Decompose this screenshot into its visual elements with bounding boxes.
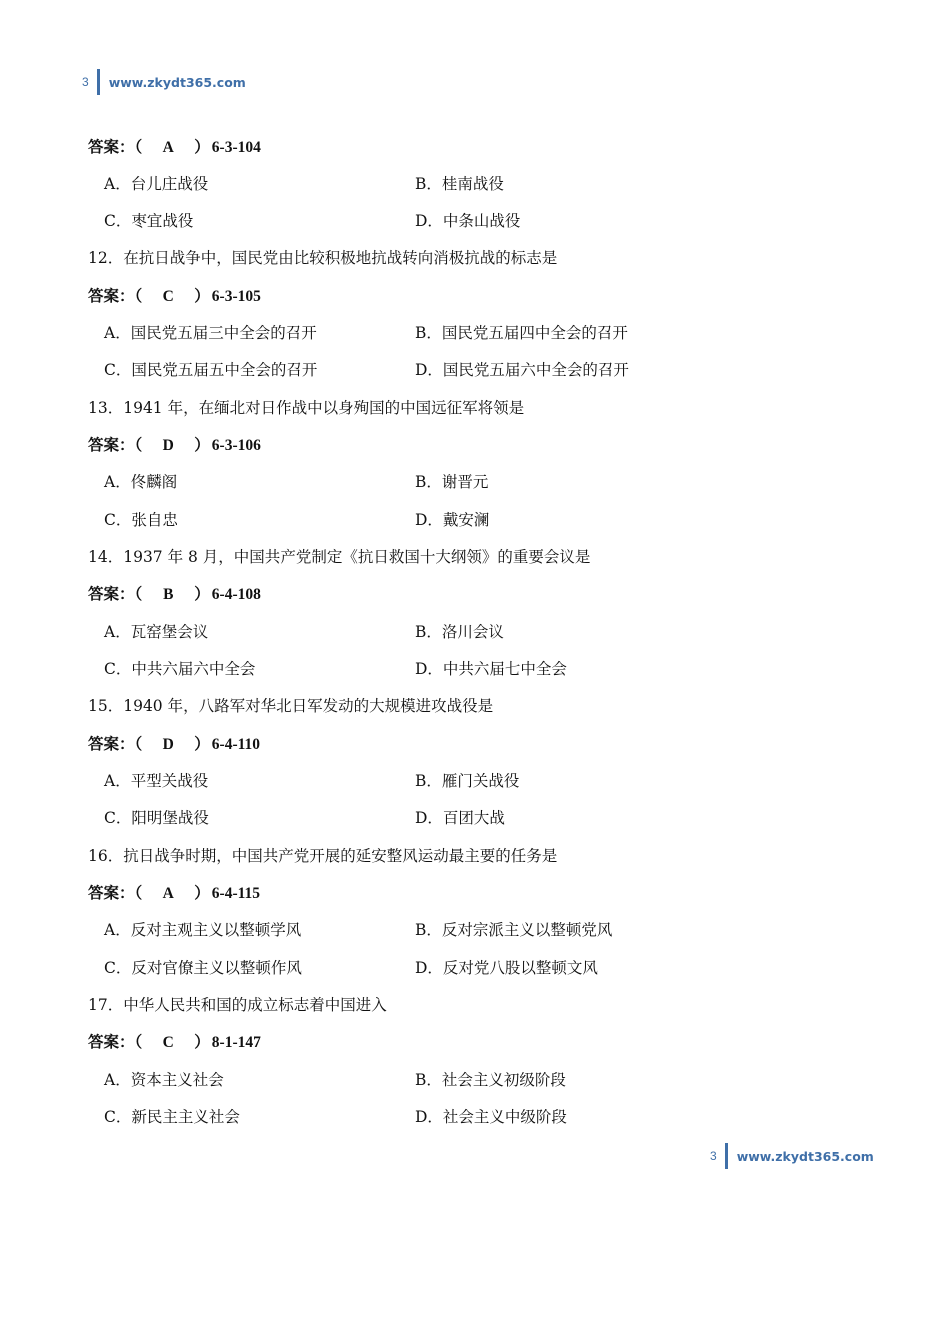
option-a: A．台儿庄战役 <box>104 175 209 193</box>
answer-open-paren: （ <box>134 288 143 305</box>
answer-code: 6-3-104 <box>211 139 261 156</box>
answer-open-paren: （ <box>134 1034 143 1051</box>
header-url: www.zkydt365.com <box>108 74 246 90</box>
answer-letter: A <box>162 139 174 156</box>
option-c: C．阳明堡战役 <box>104 809 209 827</box>
footer-divider <box>725 1143 728 1169</box>
option-a: A．资本主义社会 <box>104 1071 224 1089</box>
option-d: D．社会主义中级阶段 <box>415 1108 567 1126</box>
answer-line <box>88 284 261 308</box>
header-page-number: 3 <box>82 75 89 89</box>
answer-line <box>88 732 260 756</box>
answer-letter: D <box>162 437 174 454</box>
answer-open-paren: （ <box>134 885 143 902</box>
option-d: D．百团大战 <box>415 809 505 827</box>
answer-label: 答案： <box>88 735 135 753</box>
answer-code: 6-4-110 <box>211 736 261 753</box>
answer-line <box>88 433 261 457</box>
answer-line <box>88 1030 261 1054</box>
option-c: C．国民党五届五中全会的召开 <box>104 361 318 379</box>
answer-open-paren: （ <box>134 139 143 156</box>
answer-label: 答案： <box>88 1033 135 1051</box>
answer-label: 答案： <box>88 138 135 156</box>
page-footer <box>710 1142 874 1170</box>
answer-letter: B <box>163 586 174 603</box>
answer-open-paren: （ <box>134 437 143 454</box>
answer-label: 答案： <box>88 287 135 305</box>
question-text: 14．1937 年 8 月，中国共产党制定《抗日救国十大纲领》的重要会议是 <box>88 548 591 566</box>
option-d: D．反对党八股以整顿文风 <box>415 959 598 977</box>
option-c: C．中共六届六中全会 <box>104 660 256 678</box>
option-b: B．雁门关战役 <box>415 772 520 790</box>
answer-close-paren: ） <box>194 586 210 603</box>
answer-label: 答案： <box>88 436 135 454</box>
option-d: D．国民党五届六中全会的召开 <box>415 361 629 379</box>
question-text: 16．抗日战争时期，中国共产党开展的延安整风运动最主要的任务是 <box>88 847 558 865</box>
answer-close-paren: ） <box>194 1034 210 1051</box>
footer-url: www.zkydt365.com <box>736 1148 874 1164</box>
question-text: 12．在抗日战争中，国民党由比较积极地抗战转向消极抗战的标志是 <box>88 249 558 267</box>
option-c: C．新民主主义社会 <box>104 1108 240 1126</box>
option-a: A．国民党五届三中全会的召开 <box>104 324 317 342</box>
answer-close-paren: ） <box>194 437 210 454</box>
answer-code: 6-4-115 <box>211 885 261 902</box>
answer-code: 6-3-105 <box>211 288 261 305</box>
option-a: A．平型关战役 <box>104 772 209 790</box>
answer-close-paren: ） <box>194 288 210 305</box>
option-b: B．社会主义初级阶段 <box>415 1071 566 1089</box>
answer-code: 8-1-147 <box>211 1034 261 1051</box>
answer-code: 6-3-106 <box>211 437 261 454</box>
answer-close-paren: ） <box>194 736 210 753</box>
answer-line <box>88 582 261 606</box>
answer-close-paren: ） <box>194 885 210 902</box>
answer-letter: D <box>162 736 174 753</box>
option-b: B．谢晋元 <box>415 473 489 491</box>
footer-page-number: 3 <box>710 1149 717 1163</box>
answer-line <box>88 135 261 159</box>
option-c: C．反对官僚主义以整顿作风 <box>104 959 302 977</box>
option-b: B．反对宗派主义以整顿党风 <box>415 921 613 939</box>
answer-letter: C <box>162 1034 174 1051</box>
option-c: C．张自忠 <box>104 511 178 529</box>
answer-open-paren: （ <box>134 586 143 603</box>
option-d: D．中条山战役 <box>415 212 521 230</box>
question-text: 13．1941 年，在缅北对日作战中以身殉国的中国远征军将领是 <box>88 399 525 417</box>
answer-code: 6-4-108 <box>211 586 261 603</box>
question-text: 15．1940 年，八路军对华北日军发动的大规模进攻战役是 <box>88 697 494 715</box>
answer-close-paren: ） <box>194 139 210 156</box>
option-b: B．桂南战役 <box>415 175 504 193</box>
answer-label: 答案： <box>88 884 135 902</box>
option-d: D．中共六届七中全会 <box>415 660 567 678</box>
answer-line <box>88 881 260 905</box>
answer-letter: A <box>162 885 174 902</box>
option-a: A．瓦窑堡会议 <box>104 623 209 641</box>
option-a: A．佟麟阁 <box>104 473 178 491</box>
option-a: A．反对主观主义以整顿学风 <box>104 921 302 939</box>
answer-letter: C <box>162 288 174 305</box>
option-b: B．国民党五届四中全会的召开 <box>415 324 628 342</box>
option-b: B．洛川会议 <box>415 623 504 641</box>
answer-open-paren: （ <box>134 736 143 753</box>
header-divider <box>97 69 100 95</box>
option-d: D．戴安澜 <box>415 511 490 529</box>
answer-label: 答案： <box>88 585 135 603</box>
option-c: C．枣宜战役 <box>104 212 194 230</box>
page-header <box>82 68 246 96</box>
question-text: 17．中华人民共和国的成立标志着中国进入 <box>88 996 387 1014</box>
